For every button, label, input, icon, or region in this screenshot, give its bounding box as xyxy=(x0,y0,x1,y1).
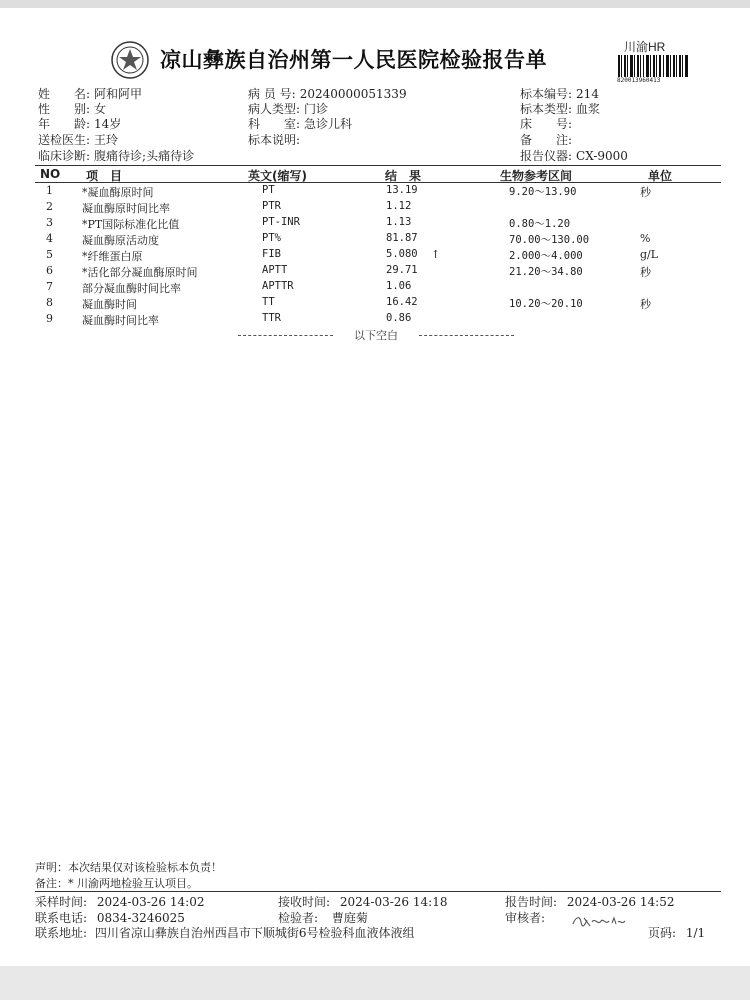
label-report-time: 报告时间: xyxy=(505,895,558,909)
label-specimen-no: 标本编号: xyxy=(520,87,573,101)
label-address: 联系地址: xyxy=(35,926,88,940)
col-header-item: 项 目 xyxy=(86,169,123,183)
reviewer-signature-icon xyxy=(570,912,632,930)
table-row xyxy=(0,200,750,216)
label-receive-time: 接收时间: xyxy=(278,895,331,909)
table-row xyxy=(0,296,750,312)
row-range: 9.20～13.90 xyxy=(509,186,577,198)
remark-text: 备注：* 川渝两地检验互认项目。 xyxy=(35,877,198,890)
row-range: 70.00～130.00 xyxy=(509,234,590,246)
label-tester: 检验者: xyxy=(278,911,319,925)
row-flag-high: ↑ xyxy=(431,248,441,261)
label-page: 页码: xyxy=(648,926,677,940)
row-abbr: PT xyxy=(262,184,275,196)
row-range: 2.000～4.000 xyxy=(509,250,583,262)
row-abbr: FIB xyxy=(262,248,281,260)
label-doctor: 送检医生: xyxy=(38,133,91,147)
label-collect-time: 采样时间: xyxy=(35,895,88,909)
row-abbr: APTTR xyxy=(262,280,294,292)
col-header-result: 结 果 xyxy=(385,169,422,183)
row-item: 凝血酶原活动度 xyxy=(82,234,159,247)
field-dept xyxy=(248,115,352,132)
field-specimen-note xyxy=(248,131,304,148)
row-range: 10.20～20.10 xyxy=(509,298,583,310)
report-time: 2024-03-26 14:52 xyxy=(566,895,675,909)
scan-edge-bottom xyxy=(0,966,750,1000)
row-no: 9 xyxy=(46,312,53,325)
case-number: 20240000051339 xyxy=(299,87,407,101)
row-item: *凝血酶原时间 xyxy=(82,186,154,199)
clinical-diagnosis: 腹痛待诊;头痛待诊 xyxy=(94,149,195,163)
label-phone: 联系电话: xyxy=(35,911,88,925)
label-bed: 床 号: xyxy=(520,117,573,131)
row-abbr: PTR xyxy=(262,200,281,212)
row-no: 7 xyxy=(46,280,53,293)
table-row xyxy=(0,280,750,296)
field-bed xyxy=(520,115,576,132)
field-diagnosis xyxy=(38,147,194,164)
table-row xyxy=(0,232,750,248)
row-item: 凝血酶原时间比率 xyxy=(82,202,170,215)
row-no: 3 xyxy=(46,216,53,229)
row-item: *活化部分凝血酶原时间 xyxy=(82,266,198,279)
row-unit: 秒 xyxy=(640,186,651,199)
sending-doctor: 王玲 xyxy=(94,133,119,147)
label-dept: 科 室: xyxy=(248,117,301,131)
row-result: 13.19 xyxy=(386,184,418,196)
row-abbr: PT% xyxy=(262,232,281,244)
row-result: 0.86 xyxy=(386,312,412,324)
row-unit: 秒 xyxy=(640,298,651,311)
patient-sex: 女 xyxy=(94,102,107,116)
collect-time: 2024-03-26 14:02 xyxy=(96,895,205,909)
field-address xyxy=(35,924,415,941)
row-abbr: TT xyxy=(262,296,275,308)
label-reviewer: 审核者: xyxy=(505,911,546,925)
row-item: 凝血酶时间比率 xyxy=(82,314,159,327)
blank-below-marker: 以下空白 xyxy=(238,327,514,343)
scan-edge-top xyxy=(0,0,750,8)
statement-text: 声明：本次结果仅对该检验标本负责！ xyxy=(35,861,222,874)
instrument: CX-9000 xyxy=(576,149,628,163)
field-doctor xyxy=(38,131,118,148)
field-receive-time xyxy=(278,893,447,910)
row-result: 29.71 xyxy=(386,264,418,276)
field-remark xyxy=(520,131,576,148)
col-header-no: NO xyxy=(40,167,61,181)
table-row xyxy=(0,184,750,200)
specimen-number: 214 xyxy=(576,87,599,101)
col-header-unit: 单位 xyxy=(648,169,673,183)
label-instrument: 报告仪器: xyxy=(520,149,573,163)
field-reviewer xyxy=(505,909,545,926)
patient-type: 门诊 xyxy=(304,102,329,116)
row-unit: % xyxy=(640,232,651,245)
label-specimen-type: 标本类型: xyxy=(520,102,573,116)
barcode-icon xyxy=(618,55,688,77)
label-patient-type: 病人类型: xyxy=(248,102,301,116)
patient-name: 阿和阿甲 xyxy=(94,87,143,101)
table-row xyxy=(0,248,750,264)
table-row xyxy=(0,264,750,280)
label-case-no: 病 员 号: xyxy=(248,87,296,101)
col-header-abbr: 英文(缩写) xyxy=(248,169,307,183)
row-abbr: APTT xyxy=(262,264,288,276)
row-item: *纤维蛋白原 xyxy=(82,250,143,263)
label-remark: 备 注: xyxy=(520,133,573,147)
row-no: 5 xyxy=(46,248,53,261)
row-item: 凝血酶时间 xyxy=(82,298,137,311)
contact-address: 四川省凉山彝族自治州西昌市下顺城街6号检验科血液体液组 xyxy=(94,926,415,940)
row-no: 2 xyxy=(46,200,53,213)
department: 急诊儿科 xyxy=(304,117,353,131)
field-collect-time xyxy=(35,893,204,910)
row-no: 1 xyxy=(46,184,53,197)
row-range: 0.80～1.20 xyxy=(509,218,571,230)
contact-phone: 0834-3246025 xyxy=(96,911,185,925)
region-label: 川渝HR xyxy=(624,40,666,54)
footer-rule xyxy=(35,891,721,892)
label-specimen-note: 标本说明: xyxy=(248,133,301,147)
table-top-rule xyxy=(35,165,721,166)
row-result: 1.06 xyxy=(386,280,412,292)
label-name: 姓 名: xyxy=(38,87,91,101)
row-no: 8 xyxy=(46,296,53,309)
col-header-range: 生物参考区间 xyxy=(500,169,573,183)
row-result: 81.87 xyxy=(386,232,418,244)
row-result: 16.42 xyxy=(386,296,418,308)
row-result: 1.13 xyxy=(386,216,412,228)
label-age: 年 龄: xyxy=(38,117,91,131)
row-no: 6 xyxy=(46,264,53,277)
receive-time: 2024-03-26 14:18 xyxy=(339,895,448,909)
field-page xyxy=(648,924,705,941)
field-instrument xyxy=(520,147,628,164)
field-report-time xyxy=(505,893,674,910)
label-diagnosis: 临床诊断: xyxy=(38,149,91,163)
hospital-logo-icon xyxy=(110,40,150,80)
row-abbr: TTR xyxy=(262,312,281,324)
tester-name: 曹庭菊 xyxy=(331,911,368,925)
page-number: 1/1 xyxy=(685,926,706,940)
report-title: 凉山彝族自治州第一人民医院检验报告单 xyxy=(160,48,547,72)
row-result: 5.080 xyxy=(386,248,418,260)
patient-age: 14岁 xyxy=(94,117,122,131)
barcode-number: 820013960413 xyxy=(617,77,661,84)
row-range: 21.20～34.80 xyxy=(509,266,583,278)
field-age xyxy=(38,115,121,132)
table-row xyxy=(0,312,750,328)
label-sex: 性 别: xyxy=(38,102,91,116)
row-abbr: PT-INR xyxy=(262,216,300,228)
table-header-rule xyxy=(35,182,721,183)
row-item: 部分凝血酶时间比率 xyxy=(82,282,181,295)
row-result: 1.12 xyxy=(386,200,412,212)
row-unit: g/L xyxy=(640,248,659,261)
row-no: 4 xyxy=(46,232,53,245)
row-unit: 秒 xyxy=(640,266,651,279)
table-row xyxy=(0,216,750,232)
row-item: *PT国际标准化比值 xyxy=(82,218,180,231)
specimen-type: 血浆 xyxy=(576,102,601,116)
